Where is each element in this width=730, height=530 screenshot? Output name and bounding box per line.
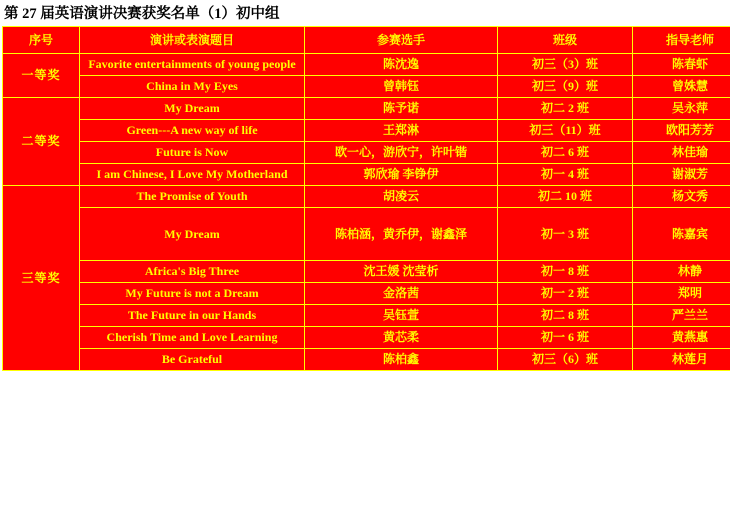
award-group-label-first: 一等奖 [3, 54, 80, 98]
teacher-name: 林莲月 [633, 349, 730, 371]
class-name: 初二 2 班 [498, 98, 633, 120]
award-table-container [0, 26, 730, 371]
student-name: 王郑淋 [305, 120, 498, 142]
class-name: 初二 6 班 [498, 142, 633, 164]
student-name: 黄芯柔 [305, 327, 498, 349]
student-name: 吴钰萱 [305, 305, 498, 327]
teacher-name: 欧阳芳芳 [633, 120, 730, 142]
student-name: 沈王媛 沈莹析 [305, 261, 498, 283]
class-name: 初一 6 班 [498, 327, 633, 349]
class-name: 初三（6）班 [498, 349, 633, 371]
student-name: 胡凌云 [305, 186, 498, 208]
column-header-teacher: 指导老师 [633, 27, 730, 54]
class-name: 初二 10 班 [498, 186, 633, 208]
award-group-label-second: 二等奖 [3, 98, 80, 186]
student-name: 陈柏涵，黄乔伊，谢鑫泽 [305, 208, 498, 261]
class-name: 初一 2 班 [498, 283, 633, 305]
speech-title: Future is Now [80, 142, 305, 164]
speech-title: Africa's Big Three [80, 261, 305, 283]
teacher-name: 谢淑芳 [633, 164, 730, 186]
teacher-name: 陈春虾 [633, 54, 730, 76]
table-row [3, 208, 730, 261]
table-row [3, 305, 730, 327]
class-name: 初一 8 班 [498, 261, 633, 283]
column-header-student: 参赛选手 [305, 27, 498, 54]
student-name: 欧一心，游欣宁，许叶锴 [305, 142, 498, 164]
table-row [3, 327, 730, 349]
column-header-class: 班级 [498, 27, 633, 54]
speech-title: Favorite entertainments of young people [80, 54, 305, 76]
table-row [3, 120, 730, 142]
speech-title: The Future in our Hands [80, 305, 305, 327]
student-name: 陈柏鑫 [305, 349, 498, 371]
teacher-name: 吴永萍 [633, 98, 730, 120]
teacher-name: 林佳瑜 [633, 142, 730, 164]
table-row [3, 186, 730, 208]
speech-title: Green---A new way of life [80, 120, 305, 142]
speech-title: Cherish Time and Love Learning [80, 327, 305, 349]
table-row [3, 261, 730, 283]
table-row [3, 76, 730, 98]
teacher-name: 曾姝慧 [633, 76, 730, 98]
table-row [3, 142, 730, 164]
teacher-name: 林静 [633, 261, 730, 283]
award-group-label-third: 三等奖 [3, 186, 80, 371]
table-header [3, 27, 730, 54]
teacher-name: 严兰兰 [633, 305, 730, 327]
teacher-name: 郑明 [633, 283, 730, 305]
table-header-row [3, 27, 730, 54]
column-header-title: 演讲或表演题目 [80, 27, 305, 54]
table-row [3, 164, 730, 186]
class-name: 初一 4 班 [498, 164, 633, 186]
teacher-name: 陈嘉宾 [633, 208, 730, 261]
student-name: 陈予诺 [305, 98, 498, 120]
student-name: 金洛茜 [305, 283, 498, 305]
table-body [3, 54, 730, 371]
class-name: 初二 8 班 [498, 305, 633, 327]
teacher-name: 黄燕惠 [633, 327, 730, 349]
student-name: 陈沈逸 [305, 54, 498, 76]
speech-title: Be Grateful [80, 349, 305, 371]
class-name: 初三（11）班 [498, 120, 633, 142]
table-row [3, 98, 730, 120]
student-name: 郭欣瑜 李铮伊 [305, 164, 498, 186]
speech-title: The Promise of Youth [80, 186, 305, 208]
speech-title: China in My Eyes [80, 76, 305, 98]
speech-title: I am Chinese, I Love My Motherland [80, 164, 305, 186]
student-name: 曾韩钰 [305, 76, 498, 98]
award-table [2, 26, 730, 371]
class-name: 初三（3）班 [498, 54, 633, 76]
speech-title: My Dream [80, 208, 305, 261]
teacher-name: 杨文秀 [633, 186, 730, 208]
table-row [3, 54, 730, 76]
column-header-index: 序号 [3, 27, 80, 54]
speech-title: My Dream [80, 98, 305, 120]
page-title: 第 27 届英语演讲决赛获奖名单（1）初中组 [4, 6, 280, 22]
table-row [3, 283, 730, 305]
class-name: 初三（9）班 [498, 76, 633, 98]
speech-title: My Future is not a Dream [80, 283, 305, 305]
table-row [3, 349, 730, 371]
class-name: 初一 3 班 [498, 208, 633, 261]
